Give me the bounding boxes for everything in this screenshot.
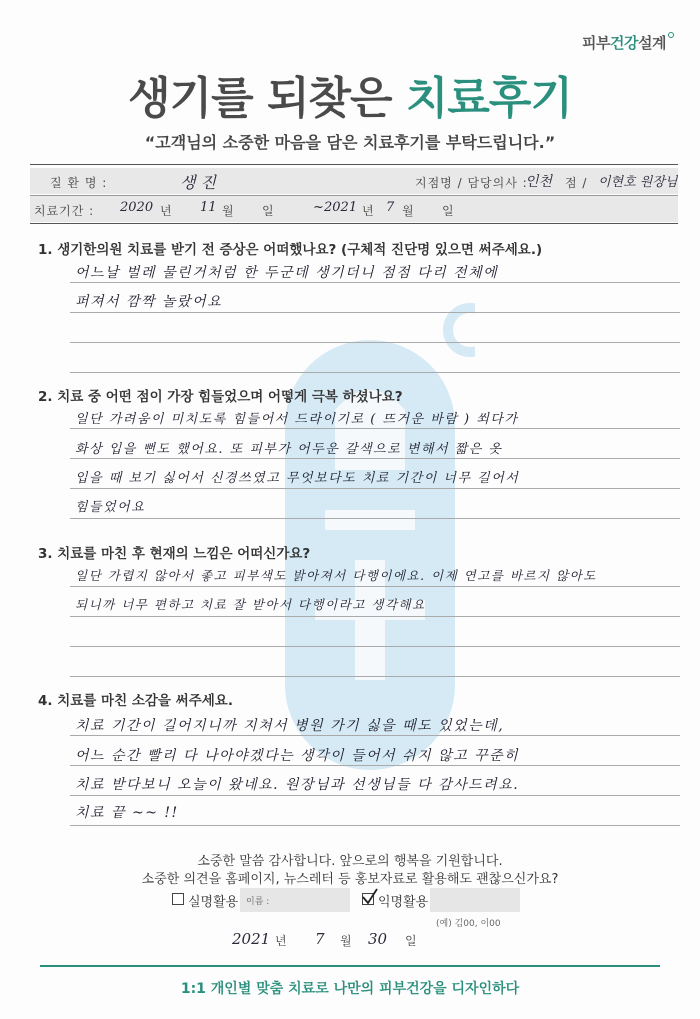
end-month-unit: 월 [402,204,415,218]
closing-thanks: 소중한 말씀 감사합니다. 앞으로의 행복을 기원합니다. [197,854,503,869]
q2-line-2 [70,458,680,459]
q3-answer-line-2: 되니까 너무 편하고 치료 잘 받아서 다행이라고 생각해요 [75,597,426,612]
brand-suffix: 설계 [638,34,666,52]
info-bottom-rule [30,223,678,224]
start-year-unit: 년 [160,204,173,218]
anonymous-label: 익명활용 [378,895,429,910]
doctor-value: 이현호 원장님 [598,175,678,190]
start-year: 2020 [120,200,154,215]
q2-line-3 [70,488,680,489]
q4-line-4 [70,825,680,826]
name-input-label: 이름 : [246,897,270,907]
watermark-ring [448,308,475,352]
closing-question: 소중한 의견을 홈페이지, 뉴스레터 등 홍보자료로 활용해도 괜찮으신가요? [141,872,559,887]
real-name-label: 실명활용 [188,895,239,910]
end-day-unit: 일 [442,204,455,218]
start-month-unit: 월 [222,204,235,218]
q3-line-1 [70,586,680,587]
q2-line-1 [70,428,680,429]
q4-answer-line-2: 어느 순간 빨리 다 나아야겠다는 생각이 들어서 쉬지 않고 꾸준히 [75,748,520,764]
date-day-unit: 일 [405,934,418,948]
page-subtitle: “고객님의 소중한 마음을 담은 치료후기를 부탁드립니다.” [144,133,556,152]
period-tilde: ~ [313,200,324,215]
brand-ring-icon [668,32,674,38]
q4-line-1 [70,735,680,736]
q3-line-3 [70,646,680,647]
check-mark-icon [361,888,379,906]
title-accent: 치료후기 [405,73,572,124]
period-label: 치료기간 : [34,204,95,218]
info-top-rule [30,164,678,165]
date-month-unit: 월 [340,934,353,948]
q4-line-3 [70,795,680,796]
brand-prefix: 피부 [582,34,611,52]
disease-value: 생 진 [180,173,216,192]
q2-answer-line-1: 일단 가려움이 미치도록 힘들어서 드라이기로 ( 뜨거운 바람 ) 쐬다가 [75,412,519,427]
q4-line-2 [70,765,680,766]
q1-line-4 [70,372,680,373]
disease-label: 질 환 명 : [50,176,108,190]
start-month: 11 [200,200,217,215]
date-month: 7 [315,930,325,948]
end-year-unit: 년 [362,204,375,218]
page-title [0,62,700,126]
q2-answer-line-4: 힘들었어요 [75,500,146,515]
q3-answer-line-1: 일단 가렵지 않아서 좋고 피부색도 밝아져서 다행이에요. 이제 연고를 바르지 않아도 [75,568,597,583]
q1-answer-line-2: 퍼져서 깜짝 놀랐어요 [75,294,223,310]
question-2: 2. 치료 중 어떤 점이 가장 힘들었으며 어떻게 극복 하셨나요? [38,389,403,405]
example-note: (예) 김00, 이00 [436,919,501,929]
q2-answer-line-2: 화상 입을 뻔도 했어요. 또 피부가 어두운 갈색으로 변해서 짧은 옷 [75,442,503,457]
title-main: 생기를 되찾은 [128,73,406,124]
name-input[interactable] [240,888,350,912]
q4-answer-line-1: 치료 기간이 길어지니까 지쳐서 병원 가기 싫을 때도 있었는데, [75,718,505,734]
branch-sep: 점 / [565,176,588,190]
question-4: 4. 치료를 마친 소감을 써주세요. [38,693,233,709]
end-year: 2021 [324,200,358,215]
q4-answer-line-3: 치료 받다보니 오늘이 왔네요. 원장님과 선생님들 다 감사드려요. [75,777,520,793]
brand-accent: 건강 [610,34,639,52]
q1-line-3 [70,342,680,343]
branch-label: 지점명 / 담당의사 : [415,176,528,190]
info-row-period [30,196,678,222]
date-day: 30 [368,930,388,948]
q1-line-2 [70,312,680,313]
footer-rule [40,965,660,967]
check-mark-stroke [363,889,377,903]
start-day-unit: 일 [262,204,275,218]
question-1: 1. 생기한의원 치료를 받기 전 증상은 어떠했나요? (구체적 진단명 있으면 써주세요.) [38,242,543,258]
q1-line-1 [70,282,680,283]
q3-line-2 [70,616,680,617]
branch-value: 인천 [525,174,553,190]
anonymous-input[interactable] [430,888,520,912]
q1-answer-line-1: 어느날 벌레 물린거처럼 한 두군데 생기더니 점점 다리 전체에 [75,265,499,281]
q2-answer-line-3: 입을 때 보기 싫어서 신경쓰였고 무엇보다도 치료 기간이 너무 길어서 [75,471,520,486]
brand-logo [582,32,674,53]
end-month: 7 [386,200,395,215]
info-row-disease [30,168,678,194]
date-year: 2021 [232,930,271,948]
q4-answer-line-4: 치료 끝 ~~ !! [75,805,179,821]
date-year-unit: 년 [275,934,288,948]
footer-slogan: 1:1 개인별 맞춤 치료로 나만의 피부건강을 디자인하다 [180,981,520,997]
question-3: 3. 치료를 마친 후 현재의 느낌은 어떠신가요? [38,546,311,562]
anonymous-checkbox[interactable] [362,893,374,905]
real-name-checkbox[interactable] [172,893,184,905]
q2-line-4 [70,518,680,519]
q3-line-4 [70,676,680,677]
